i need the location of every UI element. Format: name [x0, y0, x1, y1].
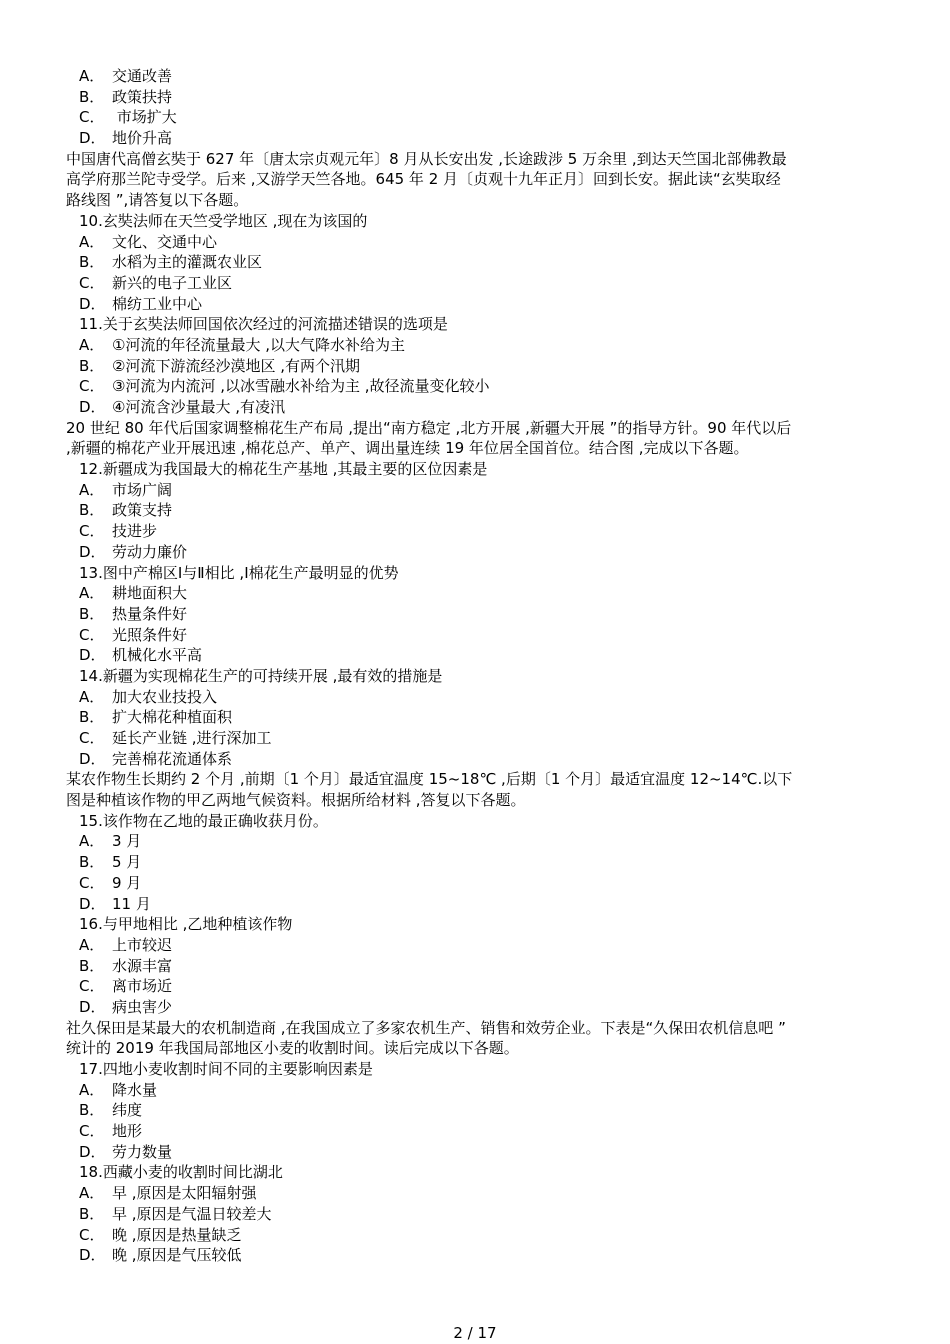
answer-option: [0, 521, 950, 542]
page-number: 2 / 17: [453, 1324, 497, 1342]
answer-option: [0, 1121, 950, 1142]
option-text: 热量条件好: [112, 604, 188, 623]
option-label: D．: [79, 294, 106, 313]
option-label: D．: [79, 749, 106, 768]
option-text: 政策支持: [112, 501, 173, 520]
answer-option: [0, 1245, 950, 1266]
document-page: [0, 66, 950, 1266]
passage-text: 20 世纪 80 年代后国家调整棉花生产布局 ,提出“南方稳定 ,北方开展 ,新疆大开展 ”的指导方针。90 年代以后: [66, 418, 792, 437]
option-text: 文化、交通中心: [112, 232, 218, 251]
answer-option: [0, 1142, 950, 1163]
answer-option: [0, 356, 950, 377]
option-label: A．: [79, 832, 105, 851]
question-stem: 17.四地小麦收割时间不同的主要影响因素是: [79, 1060, 373, 1078]
option-text: 扩大棉花种植面积: [112, 708, 233, 727]
option-text: 完善棉花流通体系: [112, 749, 233, 768]
answer-option: [0, 831, 950, 852]
answer-option: [0, 583, 950, 604]
answer-option: [0, 480, 950, 501]
answer-option: [0, 107, 950, 128]
option-text: ③河流为内流河 ,以冰雪融水补给为主 ,故径流量变化较小: [112, 377, 490, 396]
option-label: D．: [79, 894, 106, 913]
answer-option: [0, 335, 950, 356]
option-text: 11 月: [112, 894, 151, 913]
answer-option: [0, 1225, 950, 1246]
option-label: B．: [79, 253, 105, 272]
option-label: D．: [79, 1142, 106, 1161]
option-label: B．: [79, 853, 105, 872]
answer-option: [0, 1204, 950, 1225]
answer-option: [0, 1100, 950, 1121]
answer-option: [0, 66, 950, 87]
option-label: D．: [79, 542, 106, 561]
answer-option: [0, 956, 950, 977]
option-label: C．: [79, 522, 105, 541]
question-stem: 16.与甲地相比 ,乙地种植该作物: [79, 915, 293, 934]
option-text: 上市较迟: [112, 935, 173, 954]
option-label: C．: [79, 729, 105, 747]
option-text: 机械化水平高: [112, 646, 203, 665]
option-label: A．: [79, 67, 105, 85]
question-stem: 11.关于玄奘法师回国依次经过的河流描述错误的选项是: [79, 315, 448, 334]
option-text: 3 月: [112, 832, 142, 851]
answer-option: [0, 294, 950, 315]
answer-option: [0, 252, 950, 273]
option-text: 离市场近: [112, 977, 173, 996]
option-text: 地价升高: [112, 129, 173, 148]
option-label: B．: [79, 604, 105, 623]
answer-option: [0, 500, 950, 521]
option-text: 水源丰富: [112, 956, 173, 975]
answer-option: [0, 976, 950, 997]
option-text: 劳动力廉价: [112, 542, 188, 561]
answer-option: [0, 645, 950, 666]
option-text: 市场广阔: [112, 480, 173, 499]
option-text: 新兴的电子工业区: [112, 273, 233, 292]
option-label: C．: [79, 1225, 105, 1244]
option-text: 5 月: [112, 853, 142, 872]
question-stem: 18.西藏小麦的收割时间比湖北: [79, 1163, 283, 1182]
question-stem: 15.该作物在乙地的最正确收获月份。: [79, 811, 328, 830]
option-label: C．: [79, 873, 105, 892]
option-text: 市场扩大: [112, 108, 177, 127]
option-label: D．: [79, 398, 106, 416]
option-label: A．: [79, 480, 105, 499]
passage-text: 中国唐代高僧玄奘于 627 年〔唐太宗贞观元年〕8 月从长安出发 ,长途跋涉 5 万余里 ,到达天竺国北部佛教最: [66, 149, 787, 168]
answer-option: [0, 397, 950, 418]
option-text: 水稻为主的灌溉农业区: [112, 253, 263, 272]
question-stem: 13.图中产棉区Ⅰ与Ⅱ相比 ,Ⅰ棉花生产最明显的优势: [79, 563, 399, 582]
answer-option: [0, 728, 950, 749]
option-label: A．: [79, 584, 105, 603]
option-label: C．: [79, 273, 105, 292]
option-label: B．: [79, 708, 105, 727]
option-text: 劳力数量: [112, 1142, 173, 1161]
question-stem: 10.玄奘法师在天竺受学地区 ,现在为该国的: [79, 211, 368, 230]
passage-text: 社久保田是某最大的农机制造商 ,在我国成立了多家农机生产、销售和效劳企业。下表是“久保田农机信息吧 ”: [66, 1018, 786, 1037]
option-text: 早 ,原因是太阳辐射强: [112, 1184, 257, 1203]
option-label: A．: [79, 687, 105, 706]
option-text: 延长产业链 ,进行深加工: [112, 729, 272, 747]
option-text: 晚 ,原因是热量缺乏: [112, 1225, 242, 1244]
option-text: 交通改善: [112, 67, 173, 85]
option-label: A．: [79, 232, 105, 251]
option-label: C．: [79, 977, 105, 996]
option-text: 政策扶持: [112, 87, 173, 106]
answer-option: [0, 1183, 950, 1204]
option-label: A．: [79, 1080, 105, 1099]
option-text: 纬度: [112, 1101, 143, 1120]
answer-option: [0, 376, 950, 397]
answer-option: [0, 894, 950, 915]
option-text: 早 ,原因是气温日较差大: [112, 1204, 272, 1223]
option-text: 降水量: [112, 1080, 158, 1099]
option-label: B．: [79, 1101, 105, 1120]
answer-option: [0, 604, 950, 625]
answer-option: [0, 873, 950, 894]
answer-option: [0, 935, 950, 956]
option-label: A．: [79, 335, 105, 354]
option-label: B．: [79, 356, 105, 375]
option-label: C．: [79, 1122, 105, 1141]
option-label: B．: [79, 87, 105, 106]
option-label: B．: [79, 1204, 105, 1223]
option-text: ④河流含沙量最大 ,有凌汛: [112, 398, 285, 416]
question-stem: 12.新疆成为我国最大的棉花生产基地 ,其最主要的区位因素是: [79, 460, 488, 479]
option-text: 光照条件好: [112, 625, 188, 644]
option-text: ②河流下游流经沙漠地区 ,有两个汛期: [112, 356, 360, 375]
option-text: 9 月: [112, 873, 142, 892]
option-label: A．: [79, 1184, 105, 1203]
passage-text: 图是种植该作物的甲乙两地气候资料。根据所给材料 ,答复以下各题。: [66, 791, 526, 810]
answer-option: [0, 232, 950, 253]
option-text: 地形: [112, 1122, 143, 1141]
option-label: C．: [79, 108, 105, 127]
answer-option: [0, 852, 950, 873]
option-label: D．: [79, 1246, 106, 1265]
answer-option: [0, 87, 950, 108]
passage-text: 高学府那兰陀寺受学。后来 ,又游学天竺各地。645 年 2 月〔贞观十九年正月〕回到长安。据此读“玄奘取经: [66, 170, 781, 189]
option-text: 晚 ,原因是气压较低: [112, 1246, 242, 1265]
passage-text: 统计的 2019 年我国局部地区小麦的收割时间。读后完成以下各题。: [66, 1039, 519, 1058]
option-label: D．: [79, 646, 106, 665]
answer-option: [0, 749, 950, 770]
option-label: A．: [79, 935, 105, 954]
option-label: B．: [79, 501, 105, 520]
passage-text: ,新疆的棉花产业开展迅速 ,棉花总产、单产、调出量连续 19 年位居全国首位。结合图 ,完成以下各题。: [66, 439, 749, 458]
option-text: 病虫害少: [112, 997, 173, 1016]
answer-option: [0, 687, 950, 708]
option-label: B．: [79, 956, 105, 975]
option-text: ①河流的年径流量最大 ,以大气降水补给为主: [112, 335, 405, 354]
option-label: D．: [79, 129, 106, 148]
answer-option: [0, 707, 950, 728]
answer-option: [0, 997, 950, 1018]
option-text: 耕地面积大: [112, 584, 188, 603]
option-text: 技进步: [112, 522, 158, 541]
option-text: 加大农业技投入: [112, 687, 218, 706]
answer-option: [0, 1080, 950, 1101]
answer-option: [0, 625, 950, 646]
answer-option: [0, 542, 950, 563]
passage-text: 路线图 ”,请答复以下各题。: [66, 191, 249, 210]
answer-option: [0, 273, 950, 294]
passage-text: 某农作物生长期约 2 个月 ,前期〔1 个月〕最适宜温度 15~18℃ ,后期〔1 个月〕最适宜温度 12~14℃.以下: [66, 770, 793, 789]
option-text: 棉纺工业中心: [112, 294, 203, 313]
option-label: C．: [79, 377, 105, 396]
option-label: C．: [79, 625, 105, 644]
answer-option: [0, 128, 950, 149]
option-label: D．: [79, 997, 106, 1016]
question-stem: 14.新疆为实现棉花生产的可持续开展 ,最有效的措施是: [79, 666, 443, 685]
